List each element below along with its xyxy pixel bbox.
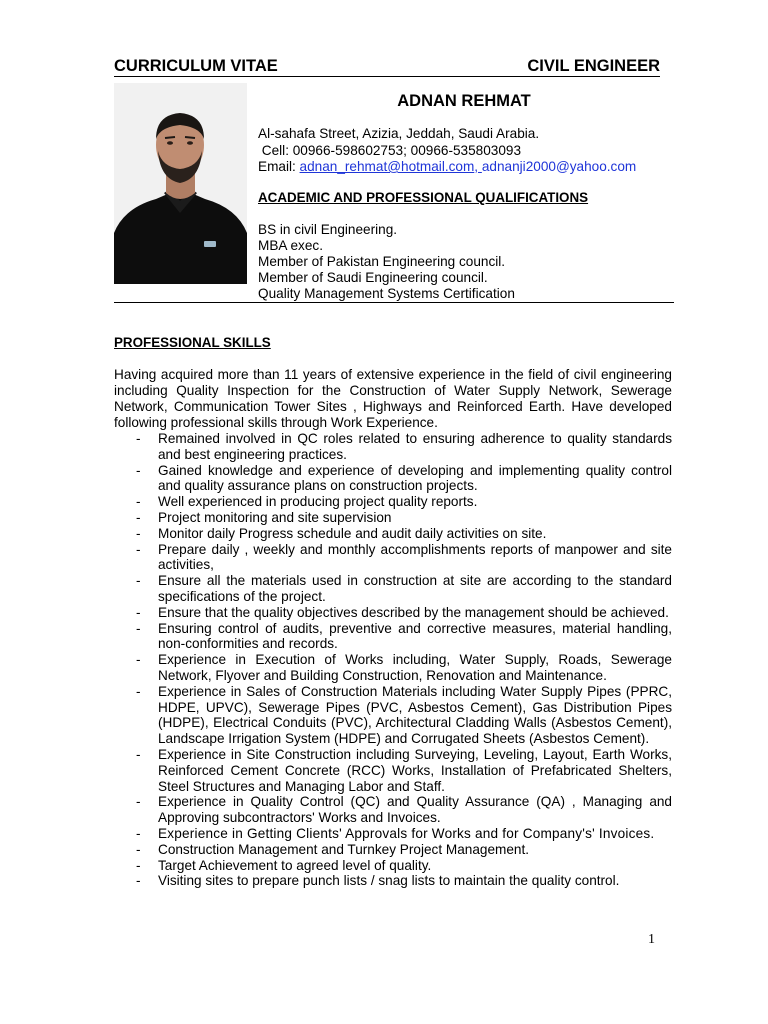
skill-text: Visiting sites to prepare punch lists / snag lists to maintain the quality control. bbox=[158, 873, 620, 889]
skill-item bbox=[114, 431, 672, 463]
skill-item bbox=[114, 794, 672, 826]
qualification-item: BS in civil Engineering. bbox=[258, 222, 398, 237]
skill-item bbox=[114, 494, 672, 510]
address-line: Al-sahafa Street, Azizia, Jeddah, Saudi Arabia. bbox=[258, 126, 540, 141]
skill-item bbox=[114, 747, 672, 794]
qualification-item: Member of Pakistan Engineering council. bbox=[258, 254, 506, 269]
bullet-dash: - bbox=[136, 825, 141, 841]
bullet-dash: - bbox=[136, 462, 141, 478]
skill-item bbox=[114, 542, 672, 574]
skill-item bbox=[114, 605, 672, 621]
skill-text: Monitor daily Progress schedule and audit daily activities on site. bbox=[158, 525, 547, 541]
bullet-dash: - bbox=[136, 746, 141, 762]
qualifications-list bbox=[258, 222, 515, 302]
bullet-dash: - bbox=[136, 841, 141, 857]
qualifications-heading: ACADEMIC AND PROFESSIONAL QUALIFICATIONS bbox=[258, 190, 589, 205]
skill-text: Experience in Site Construction including Surveying, Leveling, Layout, Earth Works, Reinforced Cement Concrete (RCC) Works, Installation of Prefabricated Shelters, Steel Structures and Managing Labor and Staff. bbox=[158, 746, 672, 794]
skills-heading: PROFESSIONAL SKILLS bbox=[114, 335, 271, 350]
skill-item bbox=[114, 510, 672, 526]
bullet-dash: - bbox=[136, 541, 141, 557]
bullet-dash: - bbox=[136, 683, 141, 699]
bullet-dash: - bbox=[136, 573, 141, 589]
skills-list bbox=[114, 431, 672, 889]
bullet-dash: - bbox=[136, 620, 141, 636]
skill-item bbox=[114, 684, 672, 747]
skill-text: Target Achievement to agreed level of quality. bbox=[158, 857, 432, 873]
section-rule bbox=[114, 302, 674, 303]
skill-text: Ensure all the materials used in construction at site are according to the standard specifications of the project. bbox=[158, 573, 672, 604]
skill-item bbox=[114, 652, 672, 684]
skill-text: Ensure that the quality objectives described by the management should be achieved. bbox=[158, 604, 669, 620]
email-link-yahoo[interactable]: adnanji2000@yahoo.com bbox=[481, 159, 637, 174]
skill-text: Experience in Sales of Construction Materials including Water Supply Pipes (PPRC, HDPE, UPVC), Sewerage Pipes (PVC, Asbestos Cement), Gas Distribution Pipes (HDPE), Electrical Conduits (PVC), Architectural Cladding Walls (Asbestos Cement), Landscape Irrigation System (HDPE) and Corrugated Sheets (Asbestos Cement). bbox=[158, 683, 672, 747]
skill-item bbox=[114, 873, 672, 889]
skill-text: Project monitoring and site supervision bbox=[158, 509, 392, 525]
bullet-dash: - bbox=[136, 652, 141, 668]
skill-item bbox=[114, 621, 672, 653]
bullet-dash: - bbox=[136, 494, 141, 510]
qualification-item: Quality Management Systems Certification bbox=[258, 286, 515, 301]
skill-item bbox=[114, 858, 672, 874]
header-rule bbox=[114, 76, 660, 77]
email-link-hotmail[interactable]: adnan_rehmat@hotmail.com bbox=[299, 159, 475, 174]
portrait-image bbox=[114, 83, 247, 284]
page-number: 1 bbox=[648, 932, 655, 947]
email-line bbox=[258, 159, 636, 176]
candidate-name: ADNAN REHMAT bbox=[397, 92, 531, 110]
bullet-dash: - bbox=[136, 509, 141, 525]
skill-text: Remained involved in QC roles related to ensuring adherence to quality standards and best engineering practices. bbox=[158, 431, 672, 462]
skill-item bbox=[114, 842, 672, 858]
job-title: CIVIL ENGINEER bbox=[527, 57, 660, 75]
skill-text: Well experienced in producing project quality reports. bbox=[158, 494, 478, 510]
skill-text: Prepare daily , weekly and monthly accomplishments reports of manpower and site activities, bbox=[158, 541, 672, 573]
skill-text: Gained knowledge and experience of developing and implementing quality control and quality assurance plans on construction projects. bbox=[158, 462, 672, 494]
qualification-item: Member of Saudi Engineering council. bbox=[258, 270, 488, 285]
email-label: Email: bbox=[258, 159, 300, 174]
skill-item bbox=[114, 573, 672, 605]
skill-text: Experience in Execution of Works including, Water Supply, Roads, Sewerage Network, Flyover and Building Construction, Renovation and Maintenance. bbox=[158, 652, 672, 683]
skill-text: Experience in Quality Control (QC) and Quality Assurance (QA) , Managing and Approving subcontractors' Works and Invoices. bbox=[158, 794, 672, 826]
skill-item bbox=[114, 826, 672, 842]
qualification-item: MBA exec. bbox=[258, 238, 323, 253]
email-separator: , bbox=[474, 159, 482, 174]
bullet-dash: - bbox=[136, 431, 141, 446]
contact-block bbox=[258, 126, 636, 176]
skill-text: Experience in Getting Clients' Approvals for Works and for Company's' Invoices. bbox=[158, 825, 655, 841]
skill-item bbox=[114, 463, 672, 495]
bullet-dash: - bbox=[136, 857, 141, 873]
skill-text: Construction Management and Turnkey Project Management. bbox=[158, 841, 530, 857]
cell-line: Cell: 00966-598602753; 00966-535803093 bbox=[258, 142, 522, 158]
bullet-dash: - bbox=[136, 525, 141, 541]
cv-title: CURRICULUM VITAE bbox=[114, 57, 278, 75]
bullet-dash: - bbox=[136, 873, 141, 889]
bullet-dash: - bbox=[136, 604, 141, 620]
skills-intro: Having acquired more than 11 years of extensive experience in the field of civil engineering including Quality Inspection for the Construction of Water Supply Network, Sewerage Network, Communication Tower Sites , Highways and Reinforced Earth. Have developed following professional skills through Work Experience. bbox=[114, 367, 672, 430]
skill-text: Ensuring control of audits, preventive and corrective measures, material handling, non-conformities and records. bbox=[158, 620, 672, 652]
profile-photo bbox=[114, 83, 247, 284]
bullet-dash: - bbox=[136, 794, 141, 810]
skill-item bbox=[114, 526, 672, 542]
